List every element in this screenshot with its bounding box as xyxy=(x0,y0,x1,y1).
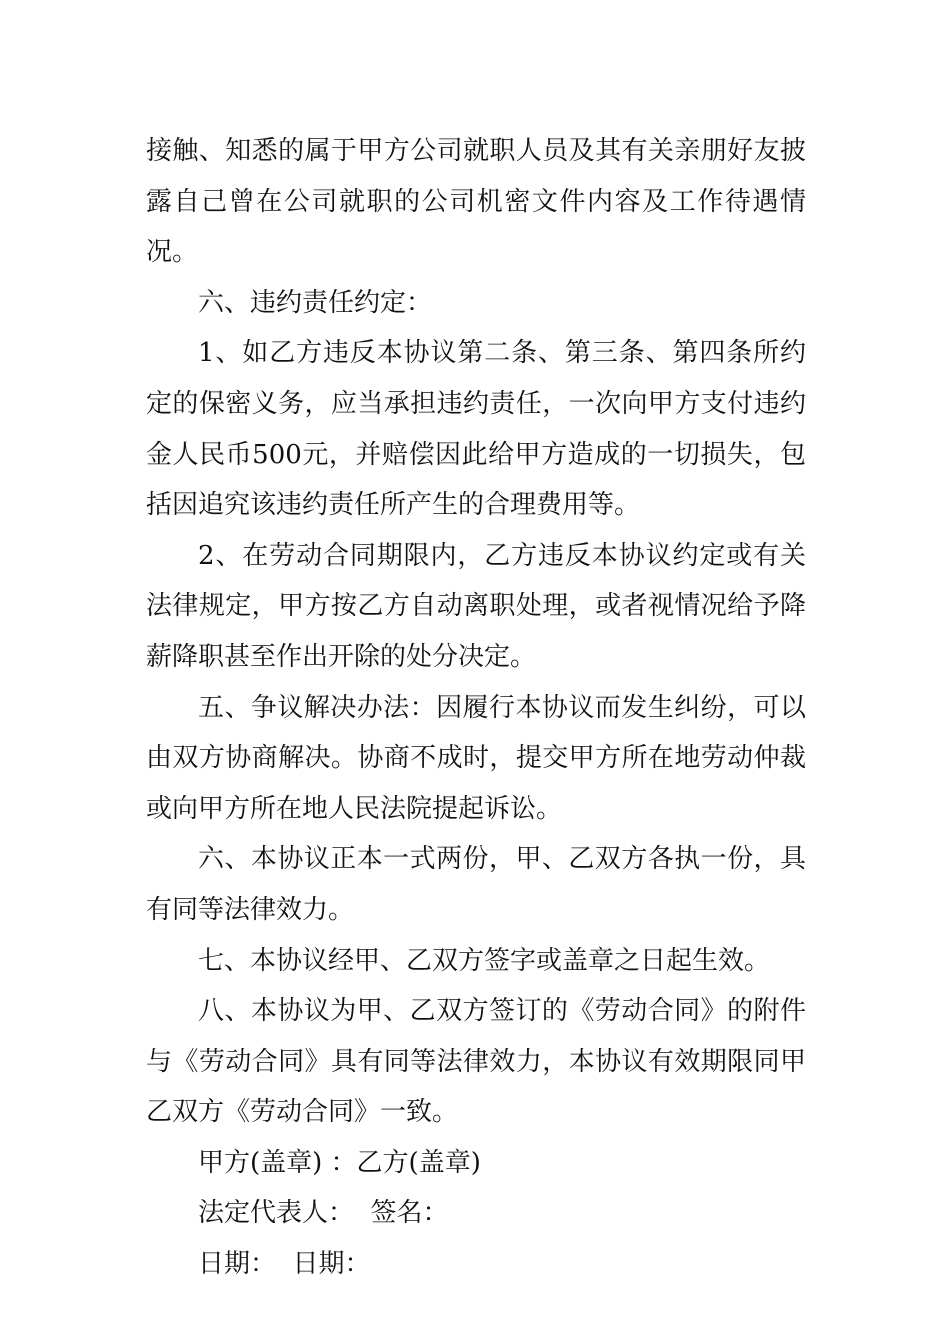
paragraph-dispute-resolution: 五、争议解决办法：因履行本协议而发生纠纷，可以由双方协商解决。协商不成时，提交甲方所在地劳动仲裁或向甲方所在地人民法院提起诉讼。 xyxy=(146,692,806,824)
paragraph-annex: 八、本协议为甲、乙双方签订的《劳动合同》的附件与《劳动合同》具有同等法律效力，本协议有效期限同甲乙双方《劳动合同》一致。 xyxy=(146,996,806,1128)
paragraph-liability-clause-1: 1、如乙方违反本协议第二条、第三条、第四条所约定的保密义务，应当承担违约责任，一次向甲方支付违约金人民币500元，并赔偿因此给甲方造成的一切损失，包括因追究该违约责任所产生的合理费用等。 xyxy=(146,338,806,521)
signature-parties-line: 甲方(盖章) ：乙方(盖章) xyxy=(198,1147,481,1178)
paragraph-effective-date: 七、本协议经甲、乙双方签字或盖章之日起生效。 xyxy=(198,945,771,976)
paragraph-confidentiality-continued: 接触、知悉的属于甲方公司就职人员及其有关亲朋好友披露自己曾在公司就职的公司机密文件内容及工作待遇情况。 xyxy=(146,136,806,268)
document-body xyxy=(146,126,806,1290)
paragraph-copies: 六、本协议正本一式两份，甲、乙双方各执一份，具有同等法律效力。 xyxy=(146,844,806,925)
paragraph-liability-heading: 六、违约责任约定： xyxy=(198,287,433,318)
signature-representative-line: 法定代表人： 签名： xyxy=(198,1198,449,1229)
paragraph-liability-clause-2: 2、在劳动合同期限内，乙方违反本协议约定或有关法律规定，甲方按乙方自动离职处理，或者视情况给予降薪降职甚至作出开除的处分决定。 xyxy=(146,540,806,672)
signature-date-line: 日期： 日期： xyxy=(198,1249,371,1280)
